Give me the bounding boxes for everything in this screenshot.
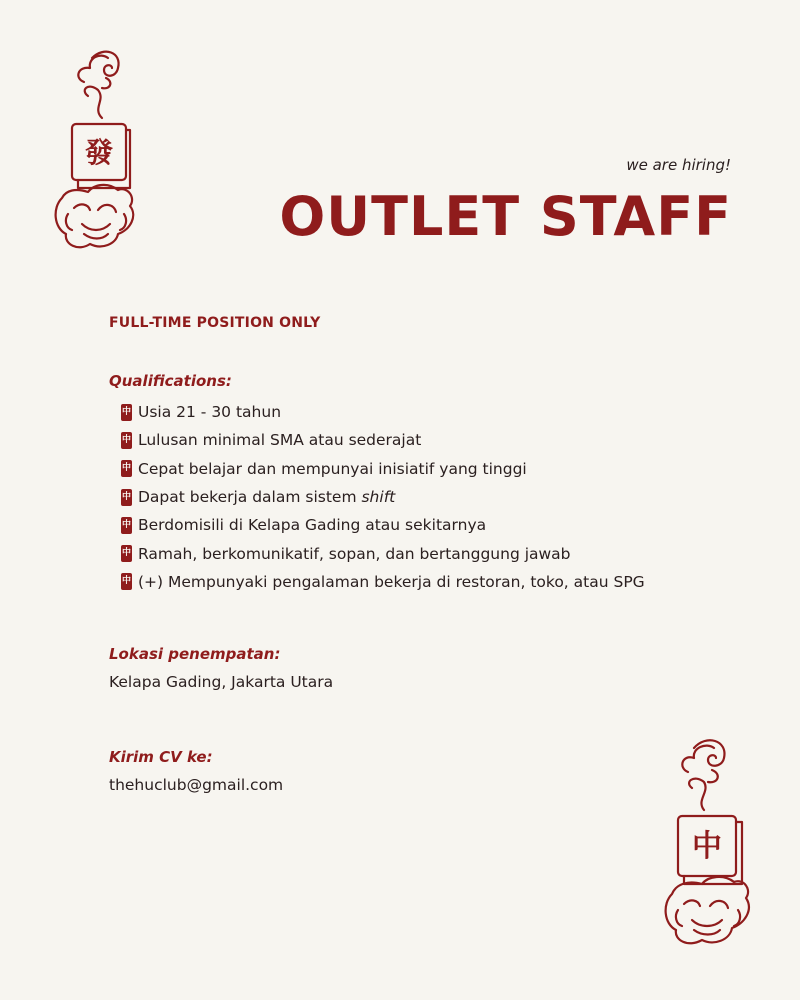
qualification-item <box>121 568 645 596</box>
page-title: OUTLET STAFF <box>279 185 732 248</box>
qualifications-list <box>121 398 645 596</box>
location-value: Kelapa Gading, Jakarta Utara <box>109 673 334 691</box>
qualification-item <box>121 398 645 426</box>
qualification-text: (+) Mempunyaki pengalaman bekerja di restoran, toko, atau SPG <box>138 572 645 591</box>
tile-char-fa: 發 <box>84 136 114 169</box>
tile-bullet-icon: 中 <box>121 517 132 534</box>
qualification-item <box>121 455 645 483</box>
qualifications-title: Qualifications: <box>109 372 232 390</box>
mahjong-tile-lion-icon <box>44 38 144 258</box>
tile-bullet-icon: 中 <box>121 489 132 506</box>
tile-bullet-icon: 中 <box>121 404 132 421</box>
contact-title: Kirim CV ke: <box>109 748 213 766</box>
qualification-emphasis: shift <box>361 488 396 507</box>
qualification-item <box>121 511 645 539</box>
qualification-text: Lulusan minimal SMA atau sederajat <box>138 431 422 450</box>
mahjong-tile-lion-icon <box>658 726 758 950</box>
qualification-item <box>121 539 645 567</box>
tile-bullet-icon: 中 <box>121 432 132 449</box>
qualification-item <box>121 483 645 511</box>
tile-bullet-icon: 中 <box>121 545 132 562</box>
qualification-text: Ramah, berkomunikatif, sopan, dan bertanggung jawab <box>138 544 571 563</box>
qualification-text: Berdomisili di Kelapa Gading atau sekitarnya <box>138 516 487 535</box>
location-title: Lokasi penempatan: <box>109 645 281 663</box>
qualification-item <box>121 426 645 454</box>
qualification-text: Dapat bekerja dalam sistem <box>138 488 362 507</box>
tagline: we are hiring! <box>626 156 731 174</box>
tile-char-zhong: 中 <box>692 829 722 864</box>
qualification-text: Cepat belajar dan mempunyai inisiatif yang tinggi <box>138 459 527 478</box>
tile-bullet-icon: 中 <box>121 460 132 477</box>
contact-email[interactable]: thehuclub@gmail.com <box>109 776 284 794</box>
tile-bullet-icon: 中 <box>121 573 132 590</box>
qualification-text: Usia 21 - 30 tahun <box>138 403 282 422</box>
position-type: FULL-TIME POSITION ONLY <box>109 315 321 331</box>
